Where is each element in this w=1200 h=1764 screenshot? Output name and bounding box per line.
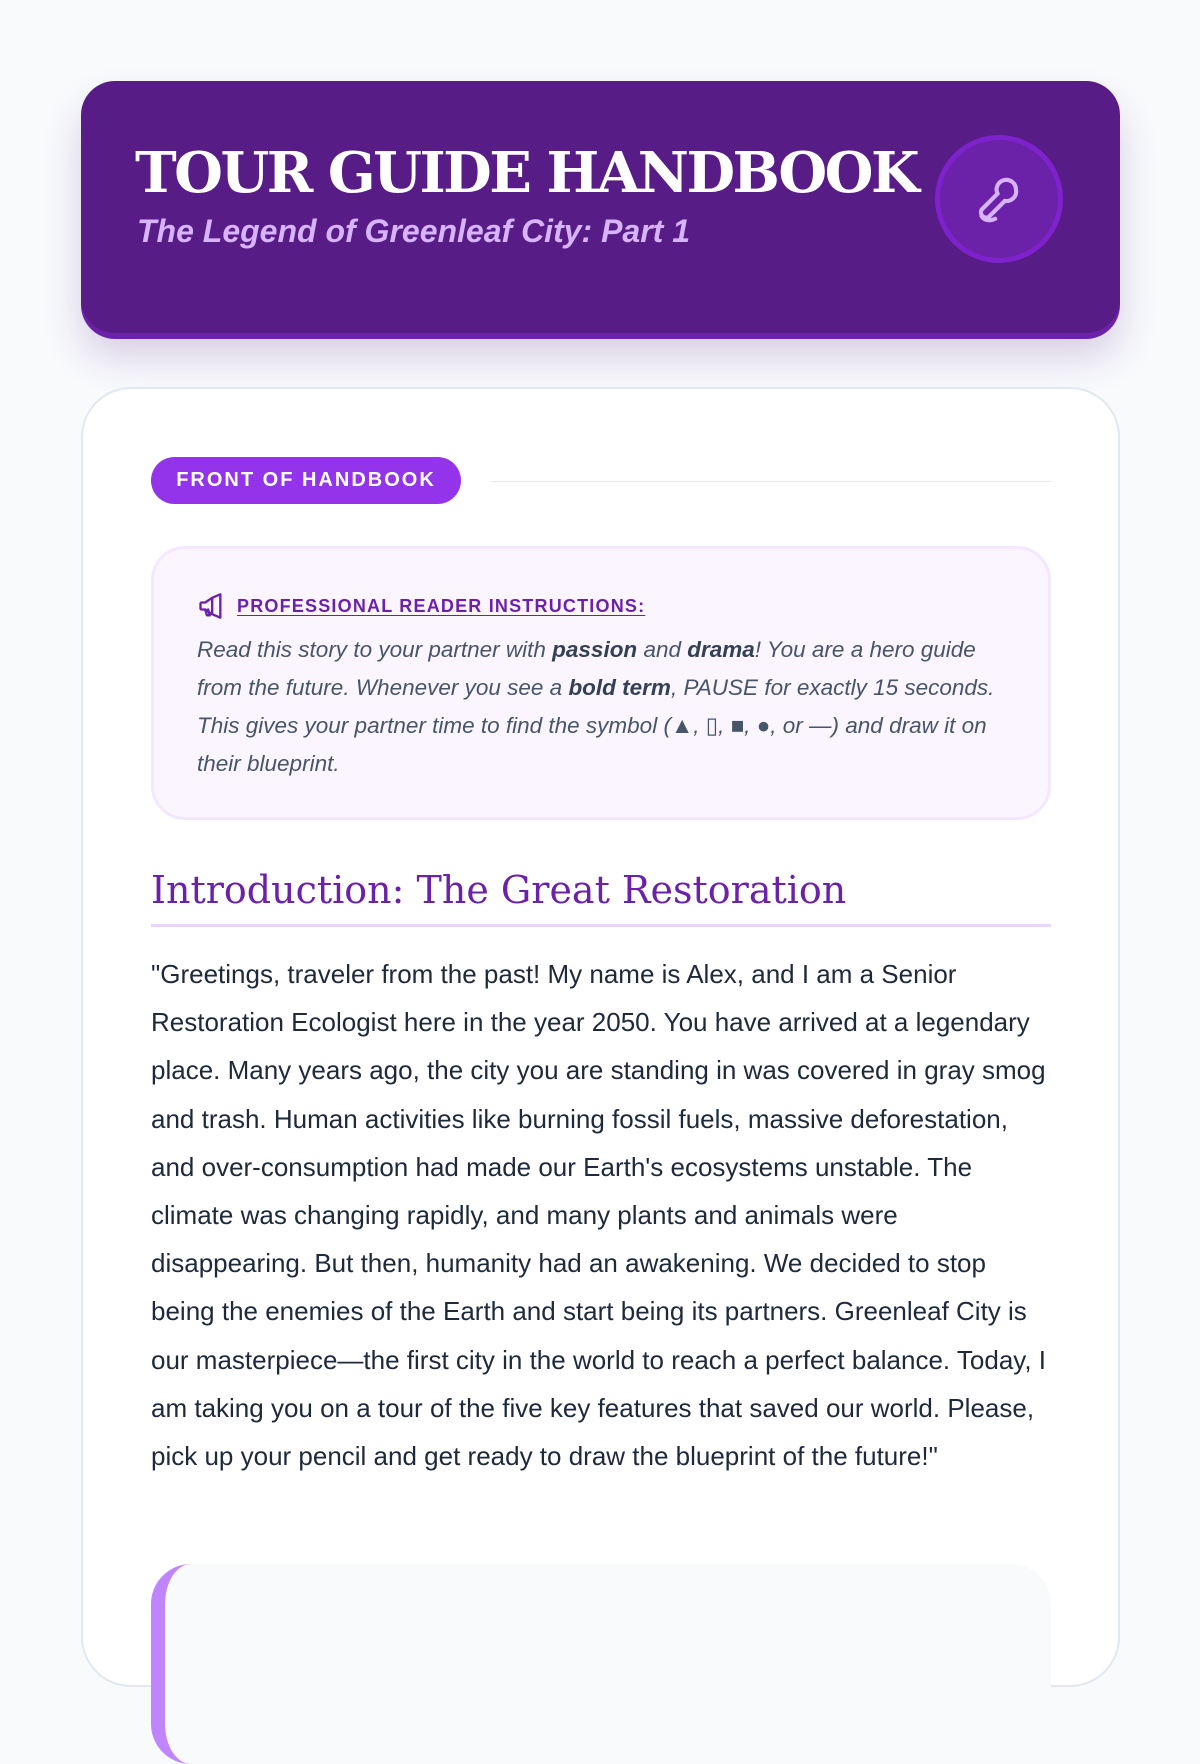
bold-term: drama — [687, 637, 755, 662]
instructions-heading — [197, 592, 645, 620]
page-title: TOUR GUIDE HANDBOOK — [135, 140, 918, 206]
reader-instructions — [151, 546, 1051, 820]
handbook-page — [81, 387, 1120, 1687]
introduction-paragraph: "Greetings, traveler from the past! My name is Alex, and I am a Senior Restoration Ecologist here in the year 2050. You have arrived at a legendary place. Many years ago, the city you are standing in was covered in gray smog and trash. Human activities like burning fossil fuels, massive deforestation, and over-consumption had made our Earth's ecosystems unstable. The climate was changing rapidly, and many plants and animals were disappearing. But then, humanity had an awakening. We decided to stop being the enemies of the Earth and start being its partners. Greenleaf City is our masterpiece—the first city in the world to reach a perfect balance. Today, I am taking you on a tour of the five key features that saved our world. Please, pick up your pencil and get ready to draw the blueprint of the future!" — [151, 959, 1047, 1472]
section-divider — [491, 481, 1051, 482]
section-badge: FRONT OF HANDBOOK — [151, 457, 461, 504]
bold-term: passion — [552, 637, 638, 662]
instructions-heading-label: PROFESSIONAL READER INSTRUCTIONS: — [237, 595, 646, 616]
microphone-icon — [935, 135, 1063, 263]
page-subtitle: The Legend of Greenleaf City: Part 1 — [137, 213, 690, 249]
megaphone-icon — [197, 592, 225, 620]
instructions-text-part: and — [637, 637, 688, 662]
introduction-heading: Introduction: The Great Restoration — [151, 866, 1051, 927]
handbook-header — [81, 81, 1120, 333]
instructions-text — [197, 631, 1017, 783]
bold-term: bold term — [568, 675, 671, 700]
instructions-text-part: , PAUSE for exactly 15 seconds. This gives your partner time to find the symbol (▲, ▯, ■, ●, or —) and draw it on their blueprint. — [197, 675, 995, 776]
next-section-card — [151, 1564, 1051, 1764]
instructions-text-part: ! You are a hero guide from the future. Whenever you see a — [197, 637, 976, 700]
instructions-text-part: Read this story to your partner with — [197, 637, 553, 662]
